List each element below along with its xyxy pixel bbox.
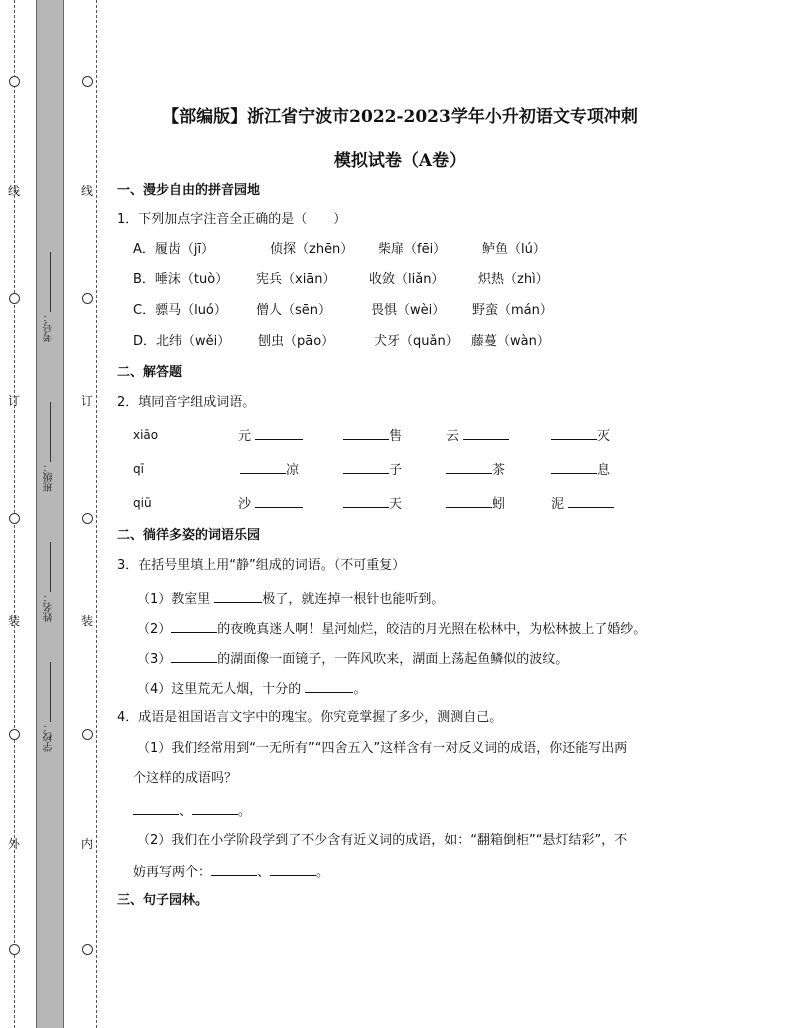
question-stem: 2．填同音字组成词语。	[117, 395, 256, 410]
pinyin-label: xiāo	[133, 428, 159, 442]
punch-hole	[82, 944, 93, 955]
option-c-2: 僧人（sēn）	[256, 303, 332, 318]
word-blank-cell[interactable]	[343, 495, 402, 513]
word-blank-cell[interactable]	[343, 427, 402, 445]
punch-hole	[9, 513, 20, 524]
punch-hole	[82, 729, 93, 740]
option-c-3: 畏惧（wèi）	[371, 303, 446, 318]
section-heading: 一、漫步自由的拼音园地	[117, 183, 261, 198]
word-char: 售	[389, 429, 403, 444]
page-title: 【部编版】浙江省宁波市2022-2023学年小升初语文专项冲刺	[162, 107, 638, 127]
sub-question: （2）我们在小学阶段学到了不少含有近义词的成语，如：“翻箱倒柜”“悬灯结彩”，不	[137, 833, 628, 848]
word-char: 子	[389, 463, 403, 478]
sub-question: 个这样的成语吗？	[133, 771, 238, 786]
separator: 、	[179, 804, 193, 819]
punch-hole	[9, 729, 20, 740]
word-blank-cell[interactable]	[238, 427, 303, 445]
binding-strip	[36, 0, 64, 1028]
page-subtitle: 模拟试卷（A卷）	[333, 151, 467, 171]
field-label: 考号：	[44, 312, 55, 342]
exam-number-field[interactable]	[40, 250, 60, 342]
outer-mark: 装	[8, 614, 21, 628]
field-underline	[50, 662, 51, 722]
punch-hole	[82, 76, 93, 87]
item-text: （4）这里荒无人烟，十分的	[137, 682, 306, 697]
item-text: 。	[353, 682, 367, 697]
option-b-1: B．唾沫（tuò）	[133, 272, 229, 287]
section-heading: 二、徜徉多姿的词语乐园	[117, 528, 261, 543]
outer-mark: 订	[8, 394, 21, 408]
field-label: 姓名：	[44, 592, 55, 622]
word-blank-cell[interactable]	[551, 461, 610, 479]
option-d-2: 刨虫（pāo）	[258, 334, 335, 349]
inner-mark: 装	[81, 614, 94, 628]
answer-blanks[interactable]	[133, 802, 251, 820]
item-text: 极了，就连掉一根针也能听到。	[262, 592, 445, 607]
option-b-2: 宪兵（xiān）	[256, 272, 336, 287]
item-text: （3）	[137, 652, 172, 667]
word-char: 灭	[597, 429, 611, 444]
class-field[interactable]	[40, 400, 60, 492]
answer-blanks[interactable]	[133, 863, 329, 881]
word-char: 泥	[551, 497, 565, 512]
word-blank-cell[interactable]	[240, 461, 299, 479]
section-heading: 三、句子园林。	[117, 893, 209, 908]
word-blank-cell[interactable]	[446, 427, 509, 445]
option-a-2: 侦探（zhēn）	[270, 242, 354, 257]
field-underline	[50, 252, 51, 312]
inner-mark: 内	[81, 837, 94, 851]
inner-mark: 线	[81, 184, 94, 198]
section-heading: 二、解答题	[117, 365, 183, 380]
pinyin-label: qī	[133, 462, 144, 476]
word-blank-cell[interactable]	[551, 495, 614, 513]
punch-hole	[82, 293, 93, 304]
outer-mark: 线	[8, 184, 21, 198]
option-d-1: D．北纬（wěi）	[133, 334, 231, 349]
field-label: 班级：	[44, 462, 55, 492]
word-char: 云	[446, 429, 460, 444]
question-stem: 1．下列加点字注音全正确的是（ ）	[117, 212, 347, 227]
outer-mark: 外	[8, 837, 21, 851]
punch-hole	[9, 944, 20, 955]
option-c-1: C．骠马（luó）	[133, 303, 227, 318]
option-a-1: A．履齿（jī）	[133, 242, 215, 257]
option-b-3: 收敛（liǎn）	[369, 272, 445, 287]
sub-question: （1）我们经常用到“一无所有”“四舍五入”这样含有一对反义词的成语，你还能写出两	[137, 741, 628, 756]
word-blank-cell[interactable]	[446, 495, 505, 513]
item-text: （2）	[137, 622, 172, 637]
word-char: 沙	[238, 497, 252, 512]
field-label: 学校：	[44, 722, 55, 752]
school-field[interactable]	[40, 660, 60, 752]
word-blank-cell[interactable]	[343, 461, 402, 479]
item-text: 的夜晚真迷人啊！星河灿烂，皎洁的月光照在松林中，为松林披上了婚纱。	[217, 622, 647, 637]
fill-item[interactable]	[137, 590, 444, 608]
option-a-4: 鲈鱼（lú）	[482, 242, 546, 257]
option-b-4: 炽热（zhì）	[478, 272, 549, 287]
item-text: 妨再写两个：	[133, 865, 212, 880]
fill-item[interactable]	[137, 680, 366, 698]
item-text: （1）教室里	[137, 592, 215, 607]
inner-mark: 订	[81, 394, 94, 408]
word-blank-cell[interactable]	[446, 461, 505, 479]
punch-hole	[9, 76, 20, 87]
question-stem: 4．成语是祖国语言文字中的瑰宝。你究竟掌握了多少，测测自己。	[117, 710, 503, 725]
field-underline	[50, 542, 51, 592]
punch-hole	[9, 293, 20, 304]
word-char: 凉	[286, 463, 300, 478]
fill-item[interactable]	[137, 620, 646, 638]
field-underline	[50, 402, 51, 462]
word-char: 元	[238, 429, 252, 444]
word-blank-cell[interactable]	[551, 427, 610, 445]
period: 。	[238, 804, 252, 819]
punch-hole	[82, 513, 93, 524]
period: 。	[316, 865, 330, 880]
inner-cut-line	[96, 0, 97, 1028]
option-c-4: 野蛮（mán）	[472, 303, 553, 318]
option-d-3: 犬牙（quǎn）	[374, 334, 459, 349]
item-text: 的湖面像一面镜子，一阵风吹来，湖面上荡起鱼鳞似的波纹。	[217, 652, 569, 667]
word-char: 息	[597, 463, 611, 478]
name-field[interactable]	[40, 540, 60, 622]
word-char: 茶	[492, 463, 506, 478]
option-a-3: 柴扉（fēi）	[378, 242, 447, 257]
question-stem: 3．在括号里填上用“静”组成的词语。（不可重复）	[117, 558, 406, 573]
option-d-4: 藤蔓（wàn）	[471, 334, 550, 349]
word-char: 蚓	[492, 497, 506, 512]
separator: 、	[257, 865, 271, 880]
word-char: 天	[389, 497, 403, 512]
word-blank-cell[interactable]	[238, 495, 303, 513]
fill-item[interactable]	[137, 650, 568, 668]
pinyin-label: qiū	[133, 496, 152, 510]
